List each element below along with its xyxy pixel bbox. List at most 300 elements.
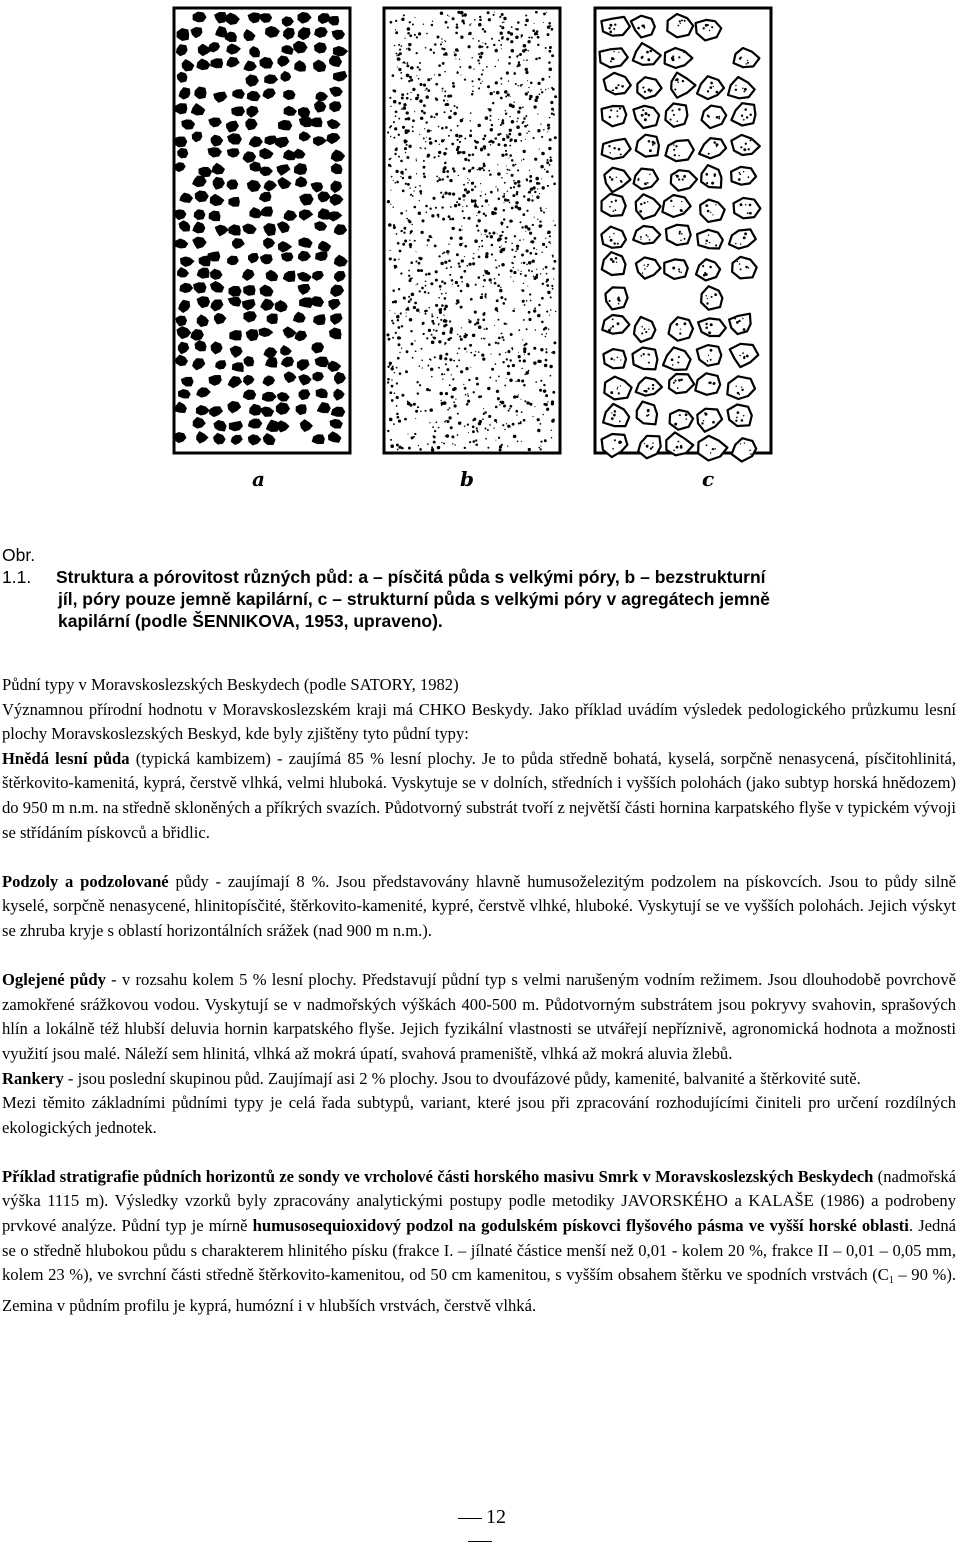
pore-dot bbox=[449, 358, 452, 361]
pore-dot bbox=[535, 11, 538, 14]
pore-dot bbox=[440, 192, 442, 194]
aggregate-pore-dot bbox=[678, 108, 681, 111]
pore-dot bbox=[389, 97, 391, 99]
aggregate-pore-dot bbox=[644, 91, 646, 93]
pore-dot bbox=[496, 49, 497, 50]
pore-dot bbox=[543, 389, 546, 392]
pore-dot bbox=[483, 408, 484, 409]
pore-dot bbox=[514, 235, 516, 237]
pore-dot bbox=[470, 367, 471, 368]
pore-dot bbox=[467, 400, 470, 403]
pore-dot bbox=[407, 307, 409, 309]
pore-dot bbox=[517, 180, 520, 183]
pore-dot bbox=[550, 296, 552, 298]
pore-dot bbox=[394, 265, 397, 268]
pore-dot bbox=[463, 13, 466, 16]
pore-dot bbox=[495, 137, 497, 139]
pore-dot bbox=[539, 193, 540, 194]
pore-dot bbox=[421, 110, 424, 113]
pore-dot bbox=[479, 420, 482, 423]
pore-dot bbox=[407, 183, 410, 186]
pore-dot bbox=[525, 14, 527, 16]
aggregate-pore-dot bbox=[616, 110, 618, 112]
pore-dot bbox=[430, 368, 433, 371]
pore-dot bbox=[398, 420, 401, 423]
pore-dot bbox=[536, 33, 538, 35]
pore-dot bbox=[455, 281, 458, 284]
pore-dot bbox=[414, 17, 415, 18]
pore-dot bbox=[425, 211, 427, 213]
pore-dot bbox=[388, 164, 391, 167]
pore-dot bbox=[453, 401, 455, 403]
pore-dot bbox=[473, 199, 476, 202]
pore-dot bbox=[553, 341, 556, 344]
pore-dot bbox=[399, 52, 402, 55]
pore-dot bbox=[443, 251, 445, 253]
pore-dot bbox=[408, 447, 411, 450]
pore-dot bbox=[550, 309, 552, 311]
aggregate-pore-dot bbox=[617, 357, 619, 359]
aggregate-pore-dot bbox=[683, 52, 684, 53]
pore-dot bbox=[474, 354, 476, 356]
pore-dot bbox=[526, 264, 528, 266]
aggregate-pore-dot bbox=[680, 209, 683, 212]
pore-dot bbox=[516, 120, 518, 122]
pore-dot bbox=[540, 446, 541, 447]
pore-dot bbox=[510, 96, 511, 97]
pore-dot bbox=[408, 270, 410, 272]
pore-dot bbox=[528, 311, 531, 314]
pore-dot bbox=[529, 175, 532, 178]
pore-dot bbox=[482, 357, 485, 360]
pore-dot bbox=[495, 380, 497, 382]
term-oglejene-pudy: Oglejené půdy bbox=[2, 970, 106, 990]
aggregate-pore-dot bbox=[620, 385, 621, 386]
aggregate-pore-dot bbox=[740, 203, 743, 206]
pore-dot bbox=[435, 207, 437, 209]
aggregate-pore-dot bbox=[676, 323, 679, 326]
pore-dot bbox=[481, 353, 484, 356]
pore-dot bbox=[395, 111, 398, 114]
pore-dot bbox=[392, 322, 394, 324]
pore-dot bbox=[468, 45, 471, 48]
pore-dot bbox=[471, 57, 473, 59]
pore-dot bbox=[443, 111, 445, 113]
aggregate-pore-dot bbox=[680, 240, 682, 242]
pore-dot bbox=[457, 285, 459, 287]
pore-dot bbox=[539, 149, 540, 150]
term-podzol-type: humusosequioxidový podzol na godulském pískovci flyšového pásma ve vyšší horské oblasti bbox=[252, 1216, 909, 1236]
pore-dot bbox=[471, 93, 474, 96]
pore-dot bbox=[505, 237, 508, 240]
pore-dot bbox=[497, 164, 498, 165]
pore-dot bbox=[518, 329, 520, 331]
pore-dot bbox=[472, 167, 475, 170]
grain bbox=[603, 349, 626, 368]
pore-dot bbox=[435, 97, 437, 99]
pore-dot bbox=[439, 285, 442, 288]
pore-dot bbox=[407, 308, 409, 310]
paragraph-hneda-lesni-puda bbox=[2, 747, 956, 845]
pore-dot bbox=[520, 84, 522, 86]
pore-dot bbox=[490, 354, 491, 355]
pore-dot bbox=[447, 338, 450, 341]
pore-dot bbox=[423, 166, 426, 169]
pore-dot bbox=[461, 226, 462, 227]
pore-dot bbox=[442, 62, 445, 65]
pore-dot bbox=[460, 422, 461, 423]
pore-dot bbox=[488, 415, 491, 418]
pore-dot bbox=[498, 437, 500, 439]
pore-dot bbox=[423, 173, 425, 175]
pore-dot bbox=[537, 429, 540, 432]
pore-dot bbox=[505, 352, 506, 353]
pore-dot bbox=[462, 120, 463, 121]
aggregate-pore-dot bbox=[681, 233, 683, 235]
pore-dot bbox=[553, 220, 554, 221]
grain bbox=[666, 225, 691, 245]
aggregate-pore-dot bbox=[707, 298, 708, 299]
pore-dot bbox=[396, 382, 398, 384]
pore-dot bbox=[402, 126, 405, 129]
pore-dot bbox=[543, 328, 546, 331]
pore-dot bbox=[535, 275, 538, 278]
pore-dot bbox=[467, 393, 468, 394]
pore-dot bbox=[409, 240, 410, 241]
pore-dot bbox=[476, 427, 478, 429]
pore-dot bbox=[462, 15, 464, 17]
pore-dot bbox=[401, 394, 404, 397]
pore-dot bbox=[397, 242, 400, 245]
pore-dot bbox=[553, 110, 554, 111]
pore-dot bbox=[547, 185, 549, 187]
pore-dot bbox=[456, 201, 458, 203]
aggregate-pore-dot bbox=[613, 210, 615, 212]
pore-dot bbox=[431, 214, 434, 217]
pore-dot bbox=[455, 399, 456, 400]
aggregate-pore-dot bbox=[610, 109, 612, 111]
pore-dot bbox=[500, 25, 502, 27]
pore-dot bbox=[495, 308, 498, 311]
pore-dot bbox=[463, 199, 464, 200]
pore-dot bbox=[537, 36, 540, 39]
aggregate-pore-dot bbox=[742, 88, 744, 90]
pore-dot bbox=[425, 90, 426, 91]
pore-dot bbox=[430, 115, 433, 118]
pore-dot bbox=[396, 315, 400, 319]
pore-dot bbox=[463, 184, 465, 186]
pore-dot bbox=[549, 46, 552, 49]
pore-dot bbox=[526, 60, 527, 61]
pore-dot bbox=[437, 216, 439, 218]
pore-dot bbox=[527, 353, 530, 356]
caption-line-3: kapilární (podle ŠENNIKOVA, 1953, upraveno). bbox=[58, 611, 443, 631]
pore-dot bbox=[431, 315, 433, 317]
pore-dot bbox=[481, 234, 482, 235]
aggregate-pore-dot bbox=[709, 266, 712, 269]
aggregate-pore-dot bbox=[679, 414, 681, 416]
pore-dot bbox=[445, 148, 447, 150]
pore-dot bbox=[419, 190, 422, 193]
pore-dot bbox=[549, 159, 552, 162]
pore-dot bbox=[440, 11, 444, 15]
aggregate-pore-dot bbox=[678, 362, 680, 364]
pore-dot bbox=[519, 239, 521, 241]
pore-dot bbox=[486, 328, 488, 330]
aggregate-pore-dot bbox=[648, 329, 649, 330]
pore-dot bbox=[415, 418, 416, 419]
pore-dot bbox=[475, 443, 478, 446]
pore-dot bbox=[464, 347, 467, 350]
pore-dot bbox=[511, 159, 514, 162]
aggregate-pore-dot bbox=[649, 174, 650, 175]
pore-dot bbox=[551, 54, 554, 57]
pore-dot bbox=[536, 269, 537, 270]
pore-dot bbox=[439, 355, 442, 358]
pore-dot bbox=[471, 188, 474, 191]
pore-dot bbox=[429, 207, 431, 209]
pore-dot bbox=[493, 44, 495, 46]
pore-dot bbox=[551, 430, 552, 431]
aggregate-pore-dot bbox=[703, 27, 705, 29]
pore-dot bbox=[389, 257, 392, 260]
pore-dot bbox=[438, 367, 440, 369]
pore-dot bbox=[392, 206, 393, 207]
pore-dot bbox=[537, 113, 538, 114]
pore-dot bbox=[494, 282, 497, 285]
pore-dot bbox=[551, 175, 553, 177]
pore-dot bbox=[540, 440, 542, 442]
pore-dot bbox=[405, 183, 407, 185]
pore-dot bbox=[514, 308, 515, 309]
pore-dot bbox=[473, 418, 476, 421]
pore-dot bbox=[523, 350, 526, 353]
aggregate-pore-dot bbox=[609, 236, 610, 237]
pore-dot bbox=[455, 32, 458, 35]
aggregate-pore-dot bbox=[678, 178, 680, 180]
pore-dot bbox=[410, 261, 413, 264]
aggregate-pore-dot bbox=[616, 261, 617, 262]
pore-dot bbox=[522, 289, 525, 292]
aggregate-pore-dot bbox=[735, 386, 736, 387]
pore-dot bbox=[393, 423, 395, 425]
pore-dot bbox=[494, 325, 495, 326]
pore-dot bbox=[389, 418, 393, 422]
pore-dot bbox=[409, 279, 412, 282]
pore-dot bbox=[490, 144, 491, 145]
pore-dot bbox=[394, 372, 395, 373]
pore-dot bbox=[512, 267, 514, 269]
pore-dot bbox=[444, 261, 447, 264]
pore-dot bbox=[412, 88, 415, 91]
aggregate-pore-dot bbox=[674, 380, 676, 382]
pore-dot bbox=[496, 422, 497, 423]
pore-dot bbox=[459, 243, 462, 246]
pore-dot bbox=[474, 186, 476, 188]
pore-dot bbox=[402, 243, 405, 246]
aggregate-pore-dot bbox=[647, 266, 648, 267]
pore-dot bbox=[433, 52, 435, 54]
pore-dot bbox=[409, 34, 412, 37]
aggregate-pore-dot bbox=[743, 148, 746, 151]
aggregate-pore-dot bbox=[710, 212, 711, 213]
pore-dot bbox=[549, 138, 552, 141]
aggregate-pore-dot bbox=[615, 257, 618, 260]
aggregate-pore-dot bbox=[611, 412, 612, 413]
pore-dot bbox=[540, 210, 542, 212]
pore-dot bbox=[469, 134, 472, 137]
aggregate-pore-dot bbox=[614, 410, 617, 413]
pore-dot bbox=[487, 153, 490, 156]
grain bbox=[209, 211, 220, 221]
aggregate-pore-dot bbox=[747, 60, 748, 61]
page-number-value: 12 bbox=[486, 1506, 506, 1528]
pore-dot bbox=[401, 230, 403, 232]
aggregate-pore-dot bbox=[615, 87, 618, 90]
pore-dot bbox=[535, 58, 538, 61]
pore-dot bbox=[402, 62, 403, 63]
pore-dot bbox=[511, 347, 513, 349]
aggregate-pore-dot bbox=[672, 267, 675, 270]
pore-dot bbox=[498, 337, 501, 340]
pore-dot bbox=[484, 30, 487, 33]
pore-dot bbox=[429, 141, 433, 145]
pore-dot bbox=[450, 129, 452, 131]
pore-dot bbox=[470, 352, 472, 354]
pore-dot bbox=[533, 105, 536, 108]
pore-dot bbox=[478, 256, 481, 259]
pore-dot bbox=[387, 430, 389, 432]
pore-dot bbox=[472, 262, 475, 265]
pore-dot bbox=[416, 308, 419, 311]
pore-dot bbox=[502, 424, 504, 426]
aggregate-pore-dot bbox=[709, 30, 710, 31]
pore-dot bbox=[523, 262, 526, 265]
pore-dot bbox=[476, 215, 477, 216]
pore-dot bbox=[495, 342, 497, 344]
pore-dot bbox=[506, 38, 509, 41]
caption-line-2: jíl, póry pouze jemně kapilární, c – strukturní půda s velkými póry v agregátech jemně bbox=[58, 589, 770, 609]
pore-dot bbox=[416, 173, 417, 174]
pore-dot bbox=[417, 392, 419, 394]
pore-dot bbox=[520, 273, 522, 275]
pore-dot bbox=[471, 80, 473, 82]
pore-dot bbox=[476, 143, 477, 144]
aggregate-pore-dot bbox=[648, 354, 650, 356]
pore-dot bbox=[527, 227, 530, 230]
grain bbox=[605, 287, 627, 309]
pore-dot bbox=[477, 124, 481, 128]
aggregate-pore-dot bbox=[644, 202, 646, 204]
pore-dot bbox=[464, 138, 466, 140]
pore-dot bbox=[506, 134, 507, 135]
pore-dot bbox=[464, 78, 466, 80]
pore-dot bbox=[552, 419, 555, 422]
grain bbox=[697, 230, 723, 249]
pore-dot bbox=[517, 207, 520, 210]
pore-dot bbox=[441, 127, 444, 130]
pore-dot bbox=[481, 73, 483, 75]
pore-dot bbox=[443, 168, 446, 171]
pore-dot bbox=[464, 256, 465, 257]
pore-dot bbox=[408, 300, 411, 303]
pore-dot bbox=[458, 203, 461, 206]
pore-dot bbox=[426, 337, 428, 339]
pore-dot bbox=[490, 282, 492, 284]
aggregate-pore-dot bbox=[617, 322, 620, 325]
aggregate-pore-dot bbox=[705, 327, 708, 330]
pore-dot bbox=[398, 343, 401, 346]
pore-dot bbox=[472, 430, 475, 433]
pore-dot bbox=[419, 312, 420, 313]
aggregate-pore-dot bbox=[614, 24, 616, 26]
pore-dot bbox=[484, 427, 486, 429]
aggregate-pore-dot bbox=[680, 445, 682, 447]
pore-dot bbox=[445, 392, 448, 395]
pore-dot bbox=[419, 134, 420, 135]
pore-dot bbox=[541, 152, 545, 156]
pore-dot bbox=[442, 196, 445, 199]
aggregate-pore-dot bbox=[671, 358, 674, 361]
aggregate-pore-dot bbox=[706, 182, 708, 184]
pore-dot bbox=[428, 292, 430, 294]
pore-dot bbox=[547, 401, 548, 402]
grain bbox=[734, 198, 761, 218]
pore-dot bbox=[467, 178, 468, 179]
aggregate-pore-dot bbox=[670, 200, 672, 202]
aggregate-pore-dot bbox=[740, 146, 742, 148]
pore-dot bbox=[431, 313, 433, 315]
pore-dot bbox=[417, 94, 419, 96]
pore-dot bbox=[461, 20, 464, 23]
pore-dot bbox=[466, 403, 469, 406]
pore-dot bbox=[460, 306, 463, 309]
grain bbox=[175, 103, 187, 114]
aggregate-pore-dot bbox=[641, 114, 644, 117]
pore-dot bbox=[485, 438, 487, 440]
pore-dot bbox=[411, 342, 414, 345]
pore-dot bbox=[406, 350, 409, 353]
pore-dot bbox=[509, 379, 513, 383]
pore-dot bbox=[481, 167, 483, 169]
pore-dot bbox=[468, 154, 471, 157]
pore-dot bbox=[419, 68, 421, 70]
pore-dot bbox=[398, 134, 400, 136]
pore-dot bbox=[478, 53, 480, 55]
pore-dot bbox=[508, 351, 509, 352]
pore-dot bbox=[478, 40, 480, 42]
pore-dot bbox=[460, 74, 461, 75]
pore-dot bbox=[407, 433, 408, 434]
pore-dot bbox=[509, 116, 511, 118]
pore-dot bbox=[467, 182, 469, 184]
pore-dot bbox=[462, 243, 463, 244]
intro-paragraph: Významnou přírodní hodnotu v Moravskoslezském kraji má CHKO Beskydy. Jako příklad uvádím výsledek pedologického průzkumu lesní plochy Moravskoslezských Beskyd, kde byly zjištěny tyto půdní typy: bbox=[2, 699, 956, 744]
pore-dot bbox=[393, 226, 396, 229]
aggregate-pore-dot bbox=[705, 413, 708, 416]
pore-dot bbox=[405, 169, 407, 171]
pore-dot bbox=[518, 422, 520, 424]
pore-dot bbox=[476, 225, 478, 227]
pore-dot bbox=[547, 124, 550, 127]
pore-dot bbox=[554, 136, 557, 139]
pore-dot bbox=[548, 147, 551, 150]
aggregate-pore-dot bbox=[617, 387, 618, 388]
pore-dot bbox=[528, 87, 529, 88]
pore-dot bbox=[426, 137, 427, 138]
aggregate-pore-dot bbox=[613, 51, 614, 52]
pore-dot bbox=[420, 411, 422, 413]
